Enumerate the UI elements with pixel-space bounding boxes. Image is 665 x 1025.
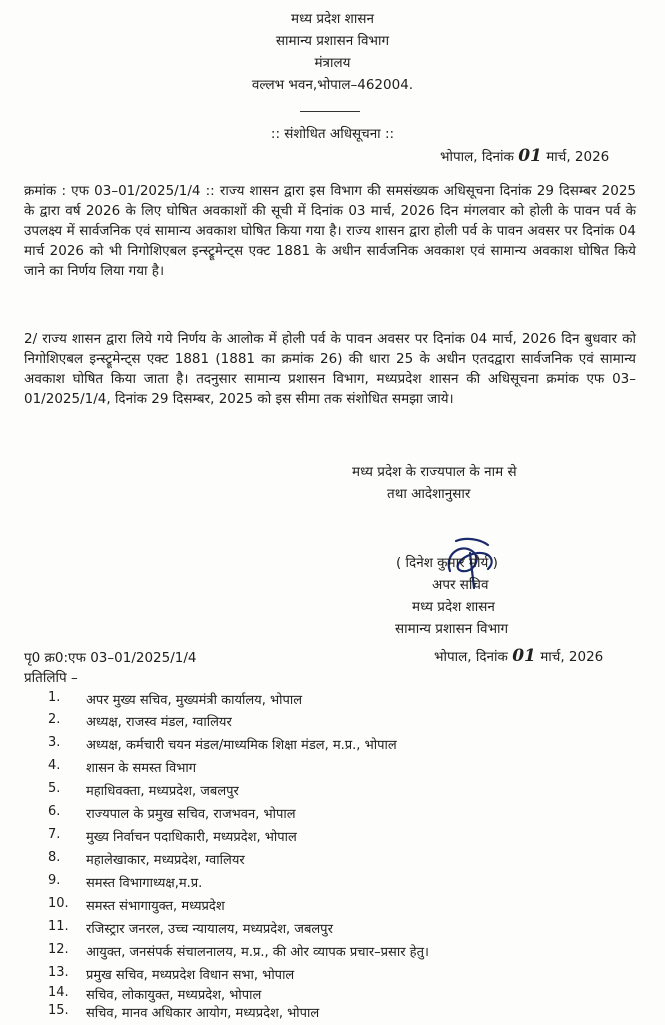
list-item-number: 2. [48,712,61,727]
list-item [24,712,644,734]
list-item-text: मुख्य निर्वाचन पदाधिकारी, मध्यप्रदेश, भोपाल [86,830,297,845]
list-item-number: 7. [48,827,61,842]
copy-label: प्रतिलिपि – [24,670,78,686]
dateline-month-year: मार्च, 2026 [546,149,610,165]
dateline [440,146,609,166]
list-item [24,919,644,941]
authority-line-1: मध्य प्रदेश के राज्यपाल के नाम से [352,464,517,480]
list-item-text: अपर मुख्य सचिव, मुख्यमंत्री कार्यालय, भोपाल [86,693,303,708]
list-item-number: 15. [48,1003,69,1018]
list-item-text: समस्त संभागायुक्त, मध्यप्रदेश [86,899,225,914]
header-divider [300,111,360,112]
paragraph-1: क्रमांक : एफ 03–01/2025/1/4 :: राज्य शासन द्वारा इस विभाग की समसंख्यक अधिसूचना दिनांक 29 दिसम्बर 2025 के द्वारा वर्ष 2026 के लिए घोषित अवकाशों की सूची में दिनांक 03 मार्च, 2026 दिन मंगलवार को होली के पावन पर्व के उपलक्ष्य में सार्वजनिक एवं सामान्य अवकाश घोषित किया गया है। राज्य शासन द्वारा होली पर्व के पावन अवसर पर दिनांक 04 मार्च 2026 को भी निगोशिएबल इन्स्ट्रूमेन्ट्स एक्ट 1881 के अधीन सार्वजनिक अवकाश एवं सामान्य अवकाश घोषित किये जाने का निर्णय लिया गया है। [24,183,636,279]
list-item-number: 9. [48,873,61,888]
list-item-text: आयुक्त, जनसंपर्क संचालनालय, म.प्र., की ओर व्यापक प्रचार–प्रसार हेतु। [86,945,429,960]
authority-line-2: तथा आदेशानुसार [387,486,471,502]
list-item [24,804,644,826]
list-item-number: 5. [48,781,61,796]
list-item-number: 4. [48,758,61,773]
signatory-name: ( दिनेश कुमार मौर्य ) [396,555,498,571]
endorsement-month-year: मार्च, 2026 [540,649,604,665]
header-secretariat: मंत्रालय [314,55,351,71]
list-item [24,965,644,987]
list-item-number: 11. [48,919,69,934]
list-item-text: महालेखाकार, मध्यप्रदेश, ग्वालियर [86,853,245,868]
list-item [24,758,644,780]
list-item [24,781,644,803]
signatory-org-2: सामान्य प्रशासन विभाग [395,621,509,637]
list-item-number: 8. [48,850,61,865]
list-item-number: 14. [48,985,69,1000]
list-item-text: समस्त विभागाध्यक्ष,म.प्र. [86,876,203,891]
dateline-place: भोपाल, दिनांक [440,149,514,165]
header-government: मध्य प्रदेश शासन [291,11,374,27]
list-item [24,942,644,964]
list-item [24,873,644,895]
dateline-handwritten-day: 01 [518,146,542,166]
list-item-number: 10. [48,896,69,911]
list-item-number: 12. [48,942,69,957]
list-item-text: शासन के समस्त विभाग [86,761,197,776]
list-item-number: 13. [48,965,69,980]
signatory-org-1: मध्य प्रदेश शासन [412,599,495,615]
signatory-designation: अपर सचिव [432,577,489,593]
list-item-text: महाधिवक्ता, मध्यप्रदेश, जबलपुर [86,784,239,799]
list-item-text: प्रमुख सचिव, मध्यप्रदेश विधान सभा, भोपाल [86,968,295,983]
endorsement-handwritten-day: 01 [512,646,536,666]
list-item [24,850,644,872]
list-item [24,735,644,757]
list-item-number: 3. [48,735,61,750]
paragraph-2: 2/ राज्य शासन द्वारा लिये गये निर्णय के आलोक में होली पर्व के पावन अवसर पर दिनांक 04 मार्च, 2026 दिन बुधवार को निगोशिएबल इन्स्ट्रूमेन्ट्स एक्ट 1881 (1881 का क्रमांक 26) की धारा 25 के अधीन एतदद्वारा सार्वजनिक एवं सामान्य अवकाश घोषित किया जाता है। तदनुसार सामान्य प्रशासन विभाग, मध्यप्रदेश शासन की अधिसूचना क्रमांक एफ 03–01/2025/1/4, दिनांक 29 दिसम्बर, 2025 को इस सीमा तक संशोधित समझा जाये। [24,331,636,407]
list-item-number: 6. [48,804,61,819]
notice-title: :: संशोधित अधिसूचना :: [270,126,395,142]
list-item-text: अध्यक्ष, राजस्व मंडल, ग्वालियर [86,715,232,730]
list-item [24,896,644,918]
endorsement-place: भोपाल, दिनांक [434,649,508,665]
list-item [24,1003,644,1025]
list-item-text: अध्यक्ष, कर्मचारी चयन मंडल/माध्यमिक शिक्षा मंडल, म.प्र., भोपाल [86,738,397,753]
list-item-text: सचिव, लोकायुक्त, मध्यप्रदेश, भोपाल [86,988,262,1003]
endorsement-ref: पृ0 क्र0:एफ 03–01/2025/1/4 [24,650,197,666]
header-address: वल्लभ भवन,भोपाल–462004. [251,77,414,93]
endorsement-dateline [434,646,603,666]
list-item-text: रजिस्ट्रार जनरल, उच्च न्यायालय, मध्यप्रदेश, जबलपुर [86,922,333,937]
list-item-text: सचिव, मानव अधिकार आयोग, मध्यप्रदेश, भोपाल [86,1006,320,1021]
header-department: सामान्य प्रशासन विभाग [275,33,390,49]
list-item [24,690,644,712]
list-item [24,827,644,849]
list-item-number: 1. [48,690,61,705]
list-item-text: राज्यपाल के प्रमुख सचिव, राजभवन, भोपाल [86,807,296,822]
